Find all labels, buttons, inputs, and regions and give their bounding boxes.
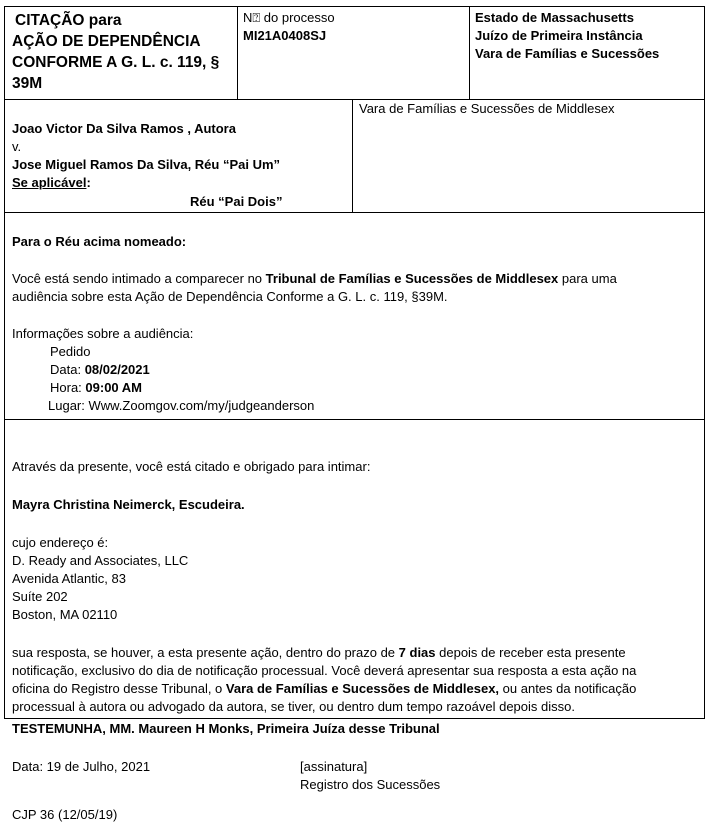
process-number-cell — [243, 9, 335, 45]
time-value: 09:00 AM — [85, 380, 143, 395]
hearing-info — [12, 325, 512, 415]
hearing-time — [12, 379, 512, 397]
response-instructions — [12, 644, 704, 716]
title-line: 39M — [12, 75, 43, 92]
if-applicable-colon: : — [86, 175, 91, 190]
document-title — [12, 10, 234, 94]
summons-post: para uma — [558, 271, 617, 286]
parties-cell — [12, 120, 348, 211]
court-line: Vara de Famílias e Sucessões — [475, 46, 660, 61]
summons-line-1 — [12, 270, 702, 288]
court-line: Juízo de Primeira Instância — [475, 28, 643, 43]
divider-header-1 — [237, 6, 238, 99]
if-applicable — [12, 174, 348, 192]
plaintiff: Joao Victor Da Silva Ramos , Autora — [12, 121, 236, 136]
signature-placeholder: [assinatura] — [300, 759, 368, 774]
court-cell — [475, 9, 659, 63]
response-deadline: 7 dias — [398, 645, 436, 660]
response-line-4: processual à autora ou advogado da autora, se tiver, ou dentro dum tempo razoável depois disso. — [12, 699, 575, 714]
response-court: Vara de Famílias e Sucessões de Middlesex, — [225, 681, 500, 696]
divider-notice-bottom — [4, 419, 705, 420]
court-line: Estado de Massachusetts — [475, 10, 634, 25]
address-line: Avenida Atlantic, 83 — [12, 571, 126, 586]
time-label: Hora: — [50, 380, 86, 395]
summons-line-2: audiência sobre esta Ação de Dependência Conforme a G. L. c. 119, §39M. — [12, 289, 448, 304]
defendant-two: Réu “Pai Dois” — [190, 194, 283, 209]
summons-pre: Você está sendo intimado a comparecer no — [12, 271, 266, 286]
summons-court: Tribunal de Famílias e Sucessões de Middlesex — [265, 271, 559, 286]
address-label: cujo endereço é: — [12, 535, 109, 550]
title-line: AÇÃO DE DEPENDÊNCIA — [12, 33, 201, 50]
issue-date: Data: 19 de Julho, 2021 — [12, 759, 151, 774]
title-line: CONFORME A G. L. c. 119, § — [12, 54, 220, 71]
if-applicable-label: Se aplicável — [12, 175, 87, 190]
title-line: CITAÇÃO para — [15, 12, 122, 29]
r1a: sua resposta, se houver, a esta presente ação, dentro do prazo de — [12, 645, 399, 660]
summons-text — [12, 270, 702, 306]
attorney-name: Mayra Christina Neimerck, Escudeira. — [12, 497, 245, 512]
registry-title: Registro dos Sucessões — [300, 777, 441, 792]
defendant-one: Jose Miguel Ramos Da Silva, Réu “Pai Um” — [12, 157, 281, 172]
address-line: Suíte 202 — [12, 589, 68, 604]
signature-block — [300, 758, 440, 794]
divider-header-2 — [469, 6, 470, 99]
process-number: MI21A0408SJ — [243, 28, 327, 43]
r3a: oficina do Registro desse Tribunal, o — [12, 681, 226, 696]
r3c: ou antes da notificação — [499, 681, 637, 696]
date-label: Data: — [50, 362, 85, 377]
hearing-date — [12, 361, 512, 379]
court-division: Vara de Famílias e Sucessões de Middlesex — [359, 101, 615, 116]
address-line: D. Ready and Associates, LLC — [12, 553, 189, 568]
hearing-place: Lugar: Www.Zoomgov.com/my/judgeanderson — [48, 398, 315, 413]
hearing-request: Pedido — [50, 344, 91, 359]
process-label: N⍰ do processo — [243, 10, 335, 25]
versus: v. — [12, 139, 22, 154]
address-line: Boston, MA 02110 — [12, 607, 118, 622]
to-defendant: Para o Réu acima nomeado: — [12, 234, 187, 249]
response-line-1 — [12, 644, 704, 662]
r1c: depois de receber esta presente — [435, 645, 626, 660]
response-line-2: notificação, exclusivo do dia de notificação processual. Você deverá apresentar sua resposta a esta ação na — [12, 663, 637, 678]
divider-parties — [352, 99, 353, 212]
divider-parties-bottom — [4, 212, 705, 213]
hearing-info-label: Informações sobre a audiência: — [12, 326, 194, 341]
form-code: CJP 36 (12/05/19) — [12, 807, 118, 822]
witness: TESTEMUNHA, MM. Maureen H Monks, Primeira Juíza desse Tribunal — [12, 721, 440, 736]
service-intro: Através da presente, você está citado e obrigado para intimar: — [12, 459, 371, 474]
response-line-3 — [12, 680, 704, 698]
attorney-address — [12, 534, 188, 624]
date-value: 08/02/2021 — [84, 362, 150, 377]
